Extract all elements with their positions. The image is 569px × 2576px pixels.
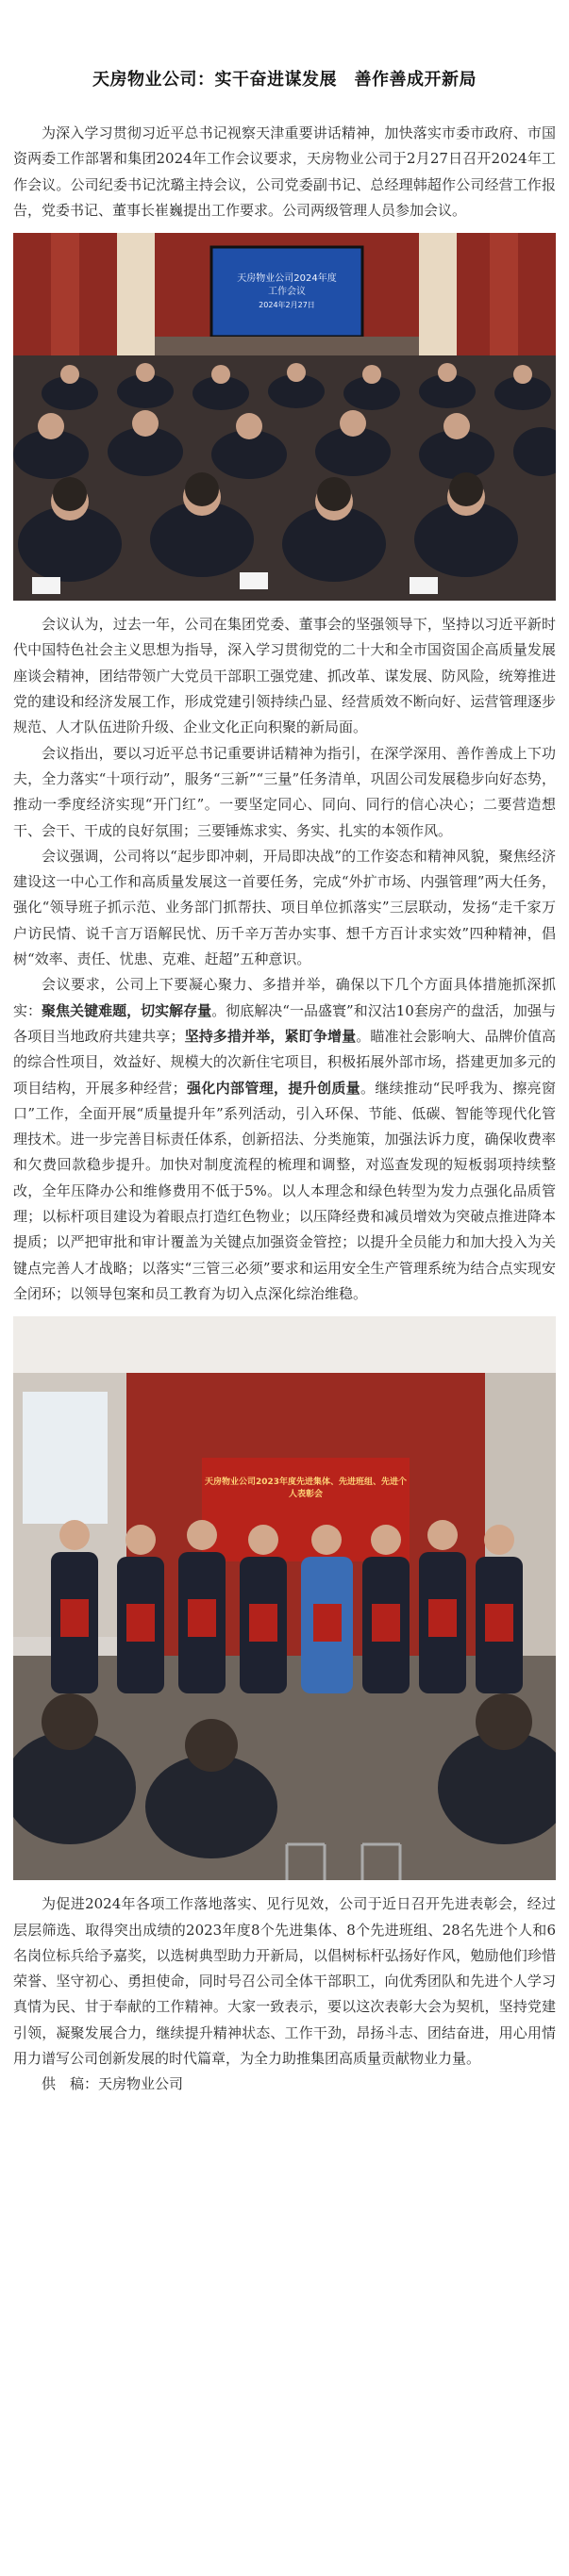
requirements-intro: 会议要求，公司上下要凝心聚力、多措并举，确保以下几个方面具体措施抓深抓实： [13, 976, 556, 1019]
award-photo-scene [13, 1316, 556, 1880]
source-line [13, 2072, 556, 2097]
award-photo [13, 1316, 556, 1880]
source-value: 天房物业公司 [98, 2075, 184, 2093]
requirement-3-heading: 强化内部管理，提升创质量 [186, 1079, 360, 1097]
meeting-photo [13, 233, 556, 601]
screen-date: 2024年2月27日 [259, 301, 315, 310]
article-title: 天房物业公司：实干奋进谋发展 善作善成开新局 [92, 70, 477, 90]
intro-paragraph: 为深入学习贯彻习近平总书记视察天津重要讲话精神，加快落实市委市政府、市国资两委工作部署和集团2024年工作会议要求，天房物业公司于2月27日召开2024年工作会议。公司纪委书记沈璐主持会议，公司党委副书记、总经理韩超作公司经营工作报告，党委书记、董事长崔巍提出工作要求。公司两级管理人员参加会议。 [13, 124, 556, 219]
requirement-2-heading: 坚持多措并举，紧盯争增量 [184, 1027, 357, 1045]
requirement-1-heading: 聚焦关键难题，切实解存量 [42, 1001, 212, 1019]
requirement-1-text: 。彻底解决“一品盛寰”和汉沽10套房产的盘活，加强与各项目当地政府共建共享； [13, 1001, 556, 1045]
screen-title-line1: 天房物业公司2024年度 [237, 273, 337, 285]
screen-title-line2: 工作会议 [268, 287, 306, 298]
closing-paragraph: 为促进2024年各项工作落地落实、见行见效，公司于近日召开先进表彰会，经过层层筛选、取得突出成绩的2023年度8个先进集体、8个先进班组、28名先进个人和6名岗位标兵给予嘉奖，以选树典型助力开新局，以倡树标杆弘扬好作风，勉励他们珍惜荣誉、坚守初心、勇担使命，同时号召公司全体干部职工，向优秀团队和先进个人学习真情为民、甘于奉献的工作精神。大家一致表示，要以这次表彰大会为契机，坚持党建引领，凝聚发展合力，继续提升精神状态、工作干劲，昂扬斗志、团结奋进，用心用情用力谱写公司创新发展的时代篇章，为全力助推集团高质量贡献物业力量。 [13, 1895, 556, 2067]
backdrop-banner: 天房物业公司2023年度先进集体、先进班组、先进个人表彰会 [204, 1478, 408, 1500]
guidance-paragraph: 会议指出，要以习近平总书记重要讲话精神为指引，在深学深用、善作善成上下功夫，全力落实“十项行动”，服务“三新”“三量”任务清单，巩固公司发展稳步向好态势，推动一季度经济实现“开门红”。一要坚定同心、同向、同行的信心决心；二要营造想干、会干、干成的良好氛围；三要锤炼求实、务实、扎实的本领作风。 [13, 744, 556, 839]
requirement-3-text: 。继续推动“民呼我为、擦亮窗口”工作，全面开展“质量提升年”系列活动，引入环保、节能、低碳、智能等现代化管理技术。进一步完善目标责任体系，创新招法、分类施策，加强法诉力度，确保收费率和欠费回款稳步提升。加快对制度流程的梳理和调整，对巡查发现的短板弱项持续整改，全年压降办公和维修费用不低于5%。以人本理念和绿色转型为发力点强化品质管理；以标杆项目建设为着眼点打造红色物业；以压降经费和减员增效为突破点推进降本提质；以严把审批和审计覆盖为关键点加强资金管控；以提升全员能力和加大投入为关键点完善人才战略；以落实“三管三必须”要求和运用安全生产管理系统为结合点实现安全闭环；以领导包案和员工教育为切入点深化综治维稳。 [13, 1079, 556, 1302]
requirements-paragraph [13, 972, 556, 1307]
emphasis-paragraph: 会议强调，公司将以“起步即冲刺，开局即决战”的工作姿态和精神风貌，聚焦经济建设这一中心工作和高质量发展这一首要任务，完成“外扩市场、内强管理”两大任务，强化“领导班子抓示范、业务部门抓帮扶、项目单位抓落实”三层联动，发扬“走千家万户访民情、说千言万语解民忧、历千辛万苦办实事、想千方百计求实效”四种精神，倡树“效率、责任、忧患、克难、赶超”五种意识。 [13, 847, 556, 968]
source-label: 供 稿： [42, 2075, 99, 2093]
summary-paragraph: 会议认为，过去一年，公司在集团党委、董事会的坚强领导下，坚持以习近平新时代中国特色社会主义思想为指导，深入学习贯彻党的二十大和全市国资国企高质量发展座谈会精神，团结带领广大党员干部职工强党建、抓改革、谋发展、防风险，统筹推进党的建设和经济发展工作，形成党建引领持续凸显、经营质效不断向好、运营管理逐步规范、人才队伍进阶升级、企业文化正向积聚的新局面。 [13, 616, 556, 736]
requirement-2-text: 。瞄准社会影响大、品牌价值高的综合性项目，效益好、规模大的次新住宅项目，积极拓展外部市场，搭建更加多元的项目结构，开展多种经营； [13, 1027, 556, 1097]
